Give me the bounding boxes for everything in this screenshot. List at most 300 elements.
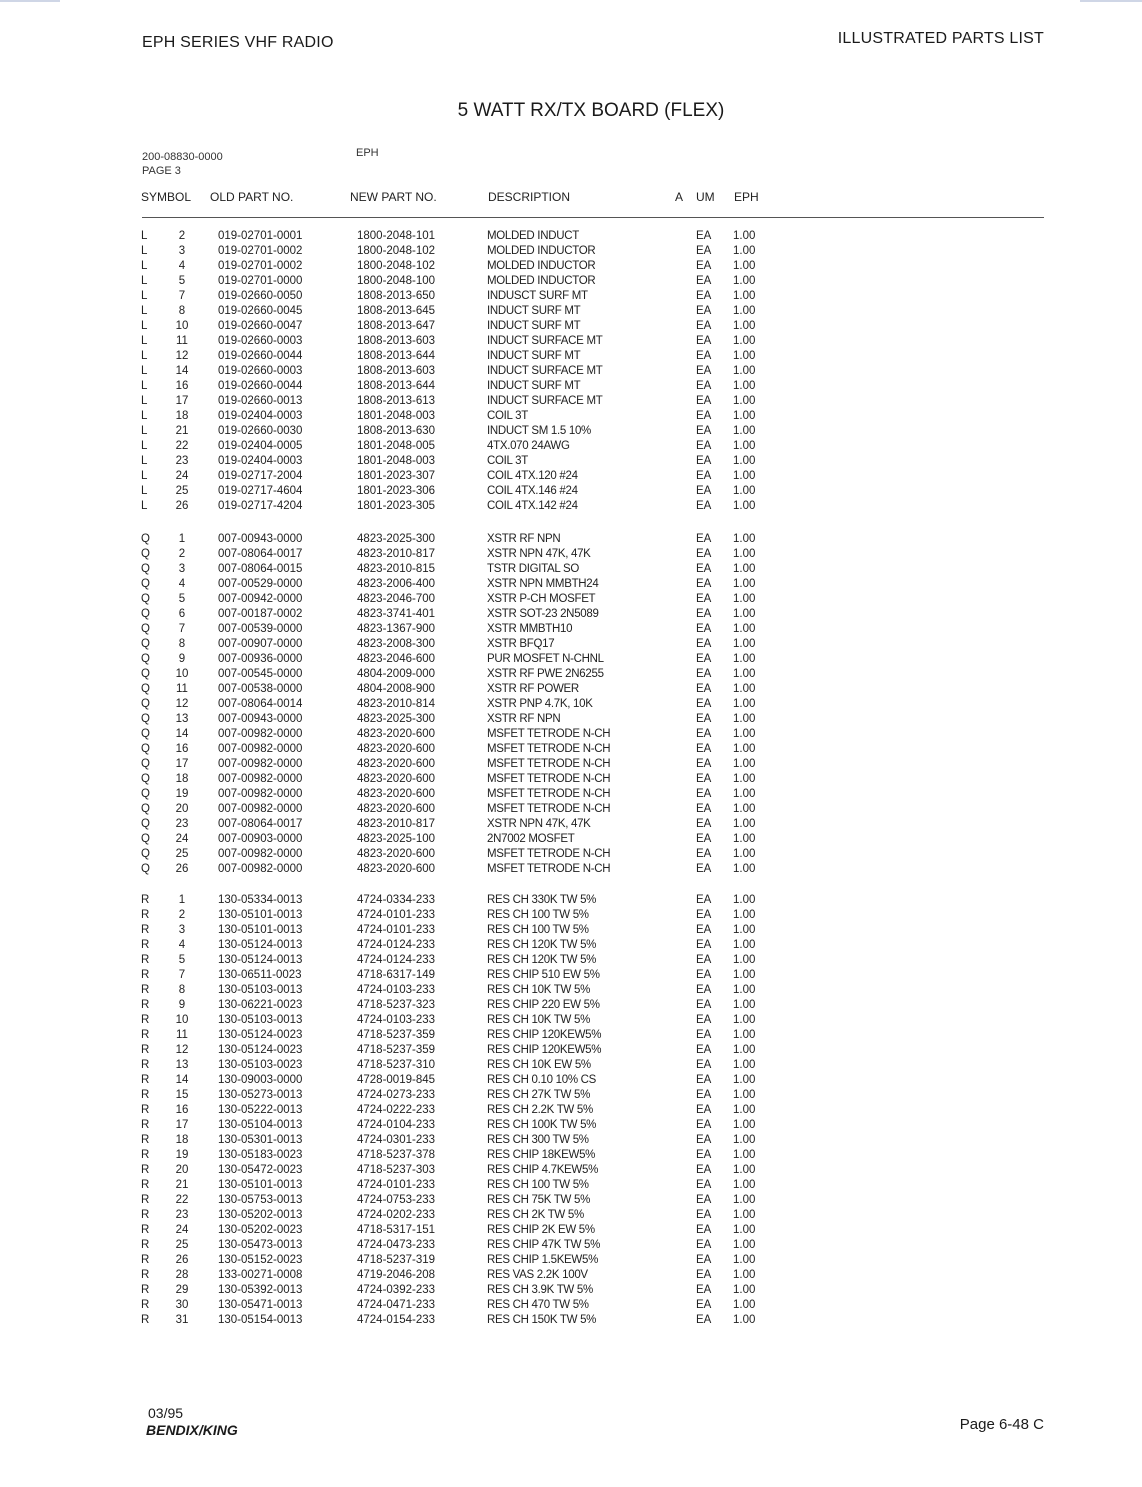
qty-cell: 1.00	[733, 863, 756, 875]
item-number-cell: 26	[175, 1254, 189, 1266]
item-number-cell: 22	[175, 440, 189, 452]
old-part-cell: 007-00529-0000	[218, 578, 303, 590]
table-row	[0, 1118, 1142, 1133]
table-row	[0, 697, 1142, 712]
um-cell: EA	[696, 683, 712, 695]
old-part-cell: 007-00539-0000	[218, 623, 303, 635]
um-cell: EA	[696, 1194, 712, 1206]
item-number-cell: 7	[178, 623, 186, 635]
table-row	[0, 1028, 1142, 1043]
col-symbol: SYMBOL	[141, 190, 192, 204]
table-row	[0, 968, 1142, 983]
new-part-cell: 4823-2020-600	[357, 758, 436, 770]
qty-cell: 1.00	[733, 440, 756, 452]
qty-cell: 1.00	[733, 1149, 756, 1161]
old-part-cell: 007-00907-0000	[218, 638, 303, 650]
new-part-cell: 4718-5237-323	[357, 999, 436, 1011]
new-part-cell: 1801-2048-003	[357, 455, 436, 467]
table-row	[0, 712, 1142, 727]
symbol-cell: Q	[141, 728, 150, 740]
old-part-cell: 019-02660-0047	[218, 320, 303, 332]
qty-cell: 1.00	[733, 1119, 756, 1131]
item-number-cell: 16	[175, 1104, 189, 1116]
new-part-cell: 1808-2013-603	[357, 365, 436, 377]
symbol-cell: Q	[141, 803, 150, 815]
item-number-cell: 12	[175, 350, 189, 362]
new-part-cell: 4724-0124-233	[357, 939, 436, 951]
um-cell: EA	[696, 668, 712, 680]
new-part-cell: 4823-2010-817	[357, 548, 436, 560]
symbol-cell: L	[141, 245, 148, 257]
qty-cell: 1.00	[733, 1209, 756, 1221]
symbol-cell: R	[141, 1224, 150, 1236]
table-row	[0, 1283, 1142, 1298]
item-number-cell: 7	[178, 290, 186, 302]
symbol-cell: R	[141, 909, 150, 921]
description-cell: COIL 4TX.120 #24	[487, 470, 578, 482]
qty-cell: 1.00	[733, 350, 756, 362]
description-cell: RES CHIP 510 EW 5%	[487, 969, 600, 981]
um-cell: EA	[696, 818, 712, 830]
table-row	[0, 274, 1142, 289]
table-row	[0, 832, 1142, 847]
symbol-cell: R	[141, 1179, 150, 1191]
table-row	[0, 787, 1142, 802]
description-cell: RES CHIP 120KEW5%	[487, 1044, 602, 1056]
symbol-cell: L	[141, 410, 148, 422]
table-row	[0, 289, 1142, 304]
qty-cell: 1.00	[733, 668, 756, 680]
description-cell: PUR MOSFET N-CHNL	[487, 653, 604, 665]
description-cell: MOLDED INDUCTOR	[487, 260, 596, 272]
description-cell: XSTR NPN MMBTH24	[487, 578, 599, 590]
symbol-cell: R	[141, 1239, 150, 1251]
symbol-cell: R	[141, 1104, 150, 1116]
item-number-cell: 25	[175, 1239, 189, 1251]
new-part-cell: 4724-0103-233	[357, 1014, 436, 1026]
new-part-cell: 4718-5237-310	[357, 1059, 436, 1071]
symbol-cell: Q	[141, 833, 150, 845]
symbol-cell: R	[141, 894, 150, 906]
item-number-cell: 14	[175, 365, 189, 377]
old-part-cell: 130-05104-0013	[218, 1119, 303, 1131]
old-part-cell: 130-05101-0013	[218, 1179, 303, 1191]
symbol-cell: R	[141, 1059, 150, 1071]
old-part-cell: 007-00982-0000	[218, 863, 303, 875]
table-row	[0, 1268, 1142, 1283]
description-cell: RES CH 2K TW 5%	[487, 1209, 584, 1221]
new-part-cell: 1808-2013-644	[357, 350, 436, 362]
item-number-cell: 28	[175, 1269, 189, 1281]
old-part-cell: 007-00903-0000	[218, 833, 303, 845]
um-cell: EA	[696, 1179, 712, 1191]
description-cell: INDUCT SURFACE MT	[487, 335, 603, 347]
item-number-cell: 26	[175, 863, 189, 875]
qty-cell: 1.00	[733, 969, 756, 981]
item-number-cell: 25	[175, 848, 189, 860]
description-cell: RES CHIP 4.7KEW5%	[487, 1164, 599, 1176]
description-cell: RES CHIP 220 EW 5%	[487, 999, 600, 1011]
description-cell: RES CHIP 2K EW 5%	[487, 1224, 595, 1236]
um-cell: EA	[696, 470, 712, 482]
qty-cell: 1.00	[733, 698, 756, 710]
table-row	[0, 364, 1142, 379]
item-number-cell: 4	[178, 260, 186, 272]
col-old-part: OLD PART NO.	[210, 190, 294, 204]
table-row	[0, 319, 1142, 334]
new-part-cell: 4724-0392-233	[357, 1284, 436, 1296]
item-number-cell: 2	[178, 230, 186, 242]
um-cell: EA	[696, 623, 712, 635]
um-cell: EA	[696, 1134, 712, 1146]
old-part-cell: 019-02701-0000	[218, 275, 303, 287]
new-part-cell: 4718-6317-149	[357, 969, 436, 981]
new-part-cell: 4724-0101-233	[357, 1179, 436, 1191]
symbol-cell: Q	[141, 653, 150, 665]
footer-company: BENDIX/KING	[146, 1422, 238, 1438]
description-cell: INDUCT SURF MT	[487, 380, 581, 392]
symbol-cell: Q	[141, 548, 150, 560]
table-row	[0, 757, 1142, 772]
old-part-cell: 019-02717-4204	[218, 500, 303, 512]
description-cell: RES CH 330K TW 5%	[487, 894, 597, 906]
um-cell: EA	[696, 563, 712, 575]
new-part-cell: 4724-0273-233	[357, 1089, 436, 1101]
um-cell: EA	[696, 230, 712, 242]
description-cell: RES CH 3.9K TW 5%	[487, 1284, 593, 1296]
qty-cell: 1.00	[733, 984, 756, 996]
description-cell: RES CHIP 1.5KEW5%	[487, 1254, 599, 1266]
new-part-cell: 4823-2025-100	[357, 833, 436, 845]
symbol-cell: L	[141, 320, 148, 332]
new-part-cell: 4724-0154-233	[357, 1314, 436, 1326]
symbol-cell: R	[141, 1209, 150, 1221]
qty-cell: 1.00	[733, 894, 756, 906]
qty-cell: 1.00	[733, 275, 756, 287]
item-number-cell: 10	[175, 320, 189, 332]
um-cell: EA	[696, 305, 712, 317]
table-row	[0, 562, 1142, 577]
symbol-cell: L	[141, 500, 148, 512]
qty-cell: 1.00	[733, 1284, 756, 1296]
table-row	[0, 349, 1142, 364]
qty-cell: 1.00	[733, 728, 756, 740]
table-row	[0, 908, 1142, 923]
symbol-cell: L	[141, 380, 148, 392]
description-cell: COIL 3T	[487, 410, 528, 422]
table-row	[0, 862, 1142, 877]
new-part-cell: 4823-2010-817	[357, 818, 436, 830]
qty-cell: 1.00	[733, 1044, 756, 1056]
item-number-cell: 2	[178, 909, 186, 921]
table-row	[0, 682, 1142, 697]
item-number-cell: 14	[175, 1074, 189, 1086]
table-row	[0, 394, 1142, 409]
old-part-cell: 007-08064-0017	[218, 548, 303, 560]
old-part-cell: 019-02404-0005	[218, 440, 303, 452]
item-number-cell: 30	[175, 1299, 189, 1311]
new-part-cell: 4823-2006-400	[357, 578, 436, 590]
symbol-cell: R	[141, 939, 150, 951]
qty-cell: 1.00	[733, 1239, 756, 1251]
symbol-cell: L	[141, 425, 148, 437]
item-number-cell: 25	[175, 485, 189, 497]
table-row	[0, 802, 1142, 817]
item-number-cell: 4	[178, 578, 186, 590]
um-cell: EA	[696, 939, 712, 951]
qty-cell: 1.00	[733, 1314, 756, 1326]
item-number-cell: 11	[176, 335, 188, 347]
scan-artifact	[1080, 0, 1142, 2]
description-cell: XSTR NPN 47K, 47K	[487, 818, 591, 830]
description-cell: XSTR RF PWE 2N6255	[487, 668, 604, 680]
col-description: DESCRIPTION	[488, 190, 571, 204]
item-number-cell: 13	[175, 713, 189, 725]
um-cell: EA	[696, 984, 712, 996]
new-part-cell: 4724-0101-233	[357, 909, 436, 921]
symbol-cell: Q	[141, 593, 150, 605]
symbol-cell: Q	[141, 758, 150, 770]
parts-group	[0, 229, 1142, 514]
table-row	[0, 1043, 1142, 1058]
new-part-cell: 4823-2020-600	[357, 803, 436, 815]
table-row	[0, 772, 1142, 787]
symbol-cell: R	[141, 999, 150, 1011]
symbol-cell: Q	[141, 638, 150, 650]
qty-cell: 1.00	[733, 485, 756, 497]
qty-cell: 1.00	[733, 1104, 756, 1116]
description-cell: RES CH 10K EW 5%	[487, 1059, 591, 1071]
description-cell: RES CH 2.2K TW 5%	[487, 1104, 593, 1116]
qty-cell: 1.00	[733, 1164, 756, 1176]
description-cell: RES CH 100K TW 5%	[487, 1119, 597, 1131]
symbol-cell: L	[141, 335, 148, 347]
um-cell: EA	[696, 455, 712, 467]
qty-cell: 1.00	[733, 788, 756, 800]
new-part-cell: 4823-2008-300	[357, 638, 436, 650]
symbol-cell: R	[141, 1269, 150, 1281]
table-row	[0, 1313, 1142, 1328]
um-cell: EA	[696, 1284, 712, 1296]
table-row	[0, 817, 1142, 832]
old-part-cell: 007-00943-0000	[218, 533, 303, 545]
description-cell: RES VAS 2.2K 100V	[487, 1269, 588, 1281]
new-part-cell: 4724-0124-233	[357, 954, 436, 966]
symbol-cell: Q	[141, 608, 150, 620]
new-part-cell: 4823-1367-900	[357, 623, 436, 635]
new-part-cell: 1808-2013-630	[357, 425, 436, 437]
symbol-cell: R	[141, 1194, 150, 1206]
new-part-cell: 1808-2013-644	[357, 380, 436, 392]
item-number-cell: 17	[175, 395, 189, 407]
symbol-cell: R	[141, 1149, 150, 1161]
symbol-cell: Q	[141, 818, 150, 830]
parts-group	[0, 893, 1142, 1328]
item-number-cell: 12	[175, 698, 189, 710]
new-part-cell: 4823-2020-600	[357, 728, 436, 740]
qty-cell: 1.00	[733, 245, 756, 257]
um-cell: EA	[696, 380, 712, 392]
qty-cell: 1.00	[733, 380, 756, 392]
um-cell: EA	[696, 863, 712, 875]
item-number-cell: 18	[175, 1134, 189, 1146]
um-cell: EA	[696, 1269, 712, 1281]
old-part-cell: 130-06221-0023	[218, 999, 303, 1011]
symbol-cell: R	[141, 1314, 150, 1326]
description-cell: RES CH 10K TW 5%	[487, 1014, 590, 1026]
item-number-cell: 8	[178, 305, 186, 317]
old-part-cell: 019-02701-0002	[218, 245, 303, 257]
um-cell: EA	[696, 848, 712, 860]
item-number-cell: 5	[178, 593, 186, 605]
item-number-cell: 2	[178, 548, 186, 560]
item-number-cell: 9	[178, 999, 186, 1011]
qty-cell: 1.00	[733, 230, 756, 242]
um-cell: EA	[696, 425, 712, 437]
table-row	[0, 1178, 1142, 1193]
old-part-cell: 130-05753-0013	[218, 1194, 303, 1206]
qty-cell: 1.00	[733, 653, 756, 665]
old-part-cell: 019-02717-2004	[218, 470, 303, 482]
new-part-cell: 4724-0334-233	[357, 894, 436, 906]
new-part-cell: 4718-5317-151	[357, 1224, 436, 1236]
qty-cell: 1.00	[733, 623, 756, 635]
table-row	[0, 1058, 1142, 1073]
old-part-cell: 130-05124-0023	[218, 1029, 303, 1041]
document-number: 200-08830-0000	[142, 151, 223, 163]
qty-cell: 1.00	[733, 848, 756, 860]
new-part-cell: 4724-0753-233	[357, 1194, 436, 1206]
um-cell: EA	[696, 1074, 712, 1086]
description-cell: RES CH 0.10 10% CS	[487, 1074, 597, 1086]
qty-cell: 1.00	[733, 290, 756, 302]
table-row	[0, 622, 1142, 637]
symbol-cell: R	[141, 1134, 150, 1146]
old-part-cell: 130-05202-0013	[218, 1209, 303, 1221]
table-row	[0, 244, 1142, 259]
old-part-cell: 007-00982-0000	[218, 758, 303, 770]
symbol-cell: L	[141, 350, 148, 362]
item-number-cell: 10	[175, 1014, 189, 1026]
item-number-cell: 8	[178, 984, 186, 996]
new-part-cell: 4724-0202-233	[357, 1209, 436, 1221]
new-part-cell: 4724-0301-233	[357, 1134, 436, 1146]
item-number-cell: 20	[175, 1164, 189, 1176]
table-row	[0, 577, 1142, 592]
old-part-cell: 130-05473-0013	[218, 1239, 303, 1251]
old-part-cell: 007-00942-0000	[218, 593, 303, 605]
um-cell: EA	[696, 999, 712, 1011]
item-number-cell: 23	[175, 818, 189, 830]
qty-cell: 1.00	[733, 410, 756, 422]
old-part-cell: 130-05183-0023	[218, 1149, 303, 1161]
description-cell: RES CH 100 TW 5%	[487, 909, 589, 921]
old-part-cell: 130-05152-0023	[218, 1254, 303, 1266]
old-part-cell: 130-05472-0023	[218, 1164, 303, 1176]
symbol-cell: L	[141, 395, 148, 407]
old-part-cell: 130-05202-0023	[218, 1224, 303, 1236]
description-cell: XSTR RF NPN	[487, 533, 561, 545]
um-cell: EA	[696, 1029, 712, 1041]
symbol-cell: Q	[141, 743, 150, 755]
description-cell: INDUCT SM 1.5 10%	[487, 425, 591, 437]
um-cell: EA	[696, 290, 712, 302]
table-row	[0, 1088, 1142, 1103]
qty-cell: 1.00	[733, 1269, 756, 1281]
scan-artifact	[0, 0, 60, 2]
table-row	[0, 259, 1142, 274]
symbol-cell: L	[141, 290, 148, 302]
description-cell: 2N7002 MOSFET	[487, 833, 575, 845]
item-number-cell: 21	[175, 1179, 189, 1191]
page-title: 5 WATT RX/TX BOARD (FLEX)	[457, 100, 725, 121]
old-part-cell: 007-00982-0000	[218, 728, 303, 740]
symbol-cell: R	[141, 1119, 150, 1131]
item-number-cell: 4	[178, 939, 186, 951]
new-part-cell: 1808-2013-650	[357, 290, 436, 302]
new-part-cell: 4804-2008-900	[357, 683, 436, 695]
description-cell: RES CH 75K TW 5%	[487, 1194, 590, 1206]
symbol-cell: Q	[141, 623, 150, 635]
um-cell: EA	[696, 653, 712, 665]
table-row	[0, 1253, 1142, 1268]
new-part-cell: 1801-2048-005	[357, 440, 436, 452]
new-part-cell: 4823-2010-815	[357, 563, 436, 575]
table-row	[0, 304, 1142, 319]
qty-cell: 1.00	[733, 954, 756, 966]
qty-cell: 1.00	[733, 638, 756, 650]
table-row	[0, 1013, 1142, 1028]
old-part-cell: 019-02717-4604	[218, 485, 303, 497]
qty-cell: 1.00	[733, 395, 756, 407]
item-number-cell: 23	[175, 1209, 189, 1221]
table-row	[0, 938, 1142, 953]
description-cell: RES CH 100 TW 5%	[487, 924, 589, 936]
symbol-cell: Q	[141, 578, 150, 590]
table-row	[0, 424, 1142, 439]
item-number-cell: 16	[175, 743, 189, 755]
qty-cell: 1.00	[733, 500, 756, 512]
col-a: A	[675, 190, 684, 204]
item-number-cell: 3	[178, 563, 186, 575]
old-part-cell: 130-05103-0013	[218, 984, 303, 996]
qty-cell: 1.00	[733, 1134, 756, 1146]
description-cell: COIL 4TX.146 #24	[487, 485, 578, 497]
qty-cell: 1.00	[733, 713, 756, 725]
new-part-cell: 4724-0104-233	[357, 1119, 436, 1131]
um-cell: EA	[696, 638, 712, 650]
item-number-cell: 5	[178, 275, 186, 287]
table-row	[0, 652, 1142, 667]
new-part-cell: 1800-2048-101	[357, 230, 436, 242]
um-cell: EA	[696, 788, 712, 800]
new-part-cell: 4718-5237-319	[357, 1254, 436, 1266]
um-cell: EA	[696, 320, 712, 332]
um-cell: EA	[696, 1104, 712, 1116]
item-number-cell: 1	[178, 894, 186, 906]
um-cell: EA	[696, 954, 712, 966]
description-cell: RES CH 150K TW 5%	[487, 1314, 597, 1326]
table-row	[0, 607, 1142, 622]
table-row	[0, 727, 1142, 742]
description-cell: XSTR RF NPN	[487, 713, 561, 725]
um-cell: EA	[696, 713, 712, 725]
description-cell: RES CH 27K TW 5%	[487, 1089, 590, 1101]
qty-cell: 1.00	[733, 593, 756, 605]
description-cell: XSTR P-CH MOSFET	[487, 593, 596, 605]
description-cell: RES CH 470 TW 5%	[487, 1299, 589, 1311]
table-row	[0, 334, 1142, 349]
